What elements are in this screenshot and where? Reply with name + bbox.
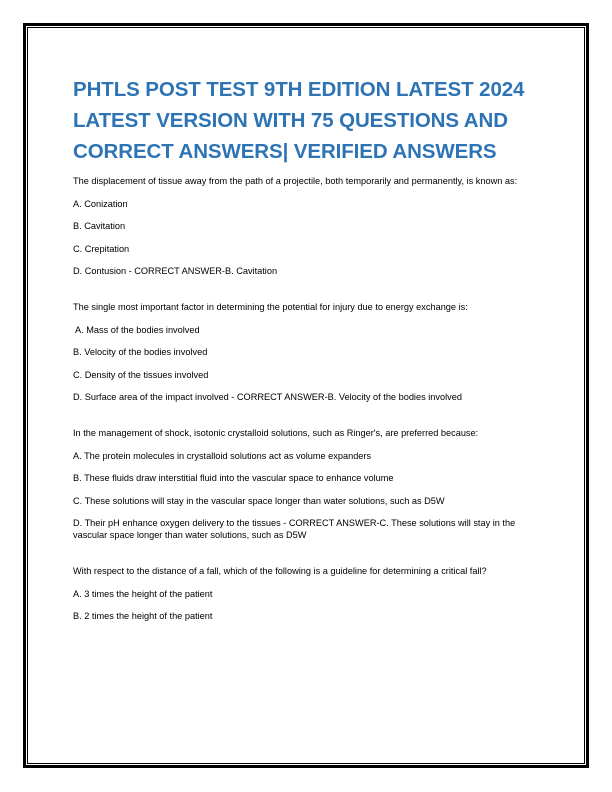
answer-option: B. These fluids draw interstitial fluid into the vascular space to enhance volume — [73, 473, 394, 483]
question-prompt: The single most important factor in determining the potential for injury due to energy exchange is: — [73, 302, 468, 312]
answer-option-with-correct-answer: D. Surface area of the impact involved - CORRECT ANSWER-B. Velocity of the bodies involved — [73, 392, 462, 402]
answer-option: A. Mass of the bodies involved — [75, 324, 200, 335]
answer-option: A. Conization — [73, 198, 128, 209]
answer-option: B. 2 times the height of the patient — [73, 611, 213, 621]
answer-option: C. Crepitation — [73, 243, 130, 254]
question-4 — [73, 565, 543, 622]
answer-option-with-correct-answer: D. Contusion - CORRECT ANSWER-B. Cavitation — [73, 266, 278, 276]
question-2 — [73, 301, 543, 403]
answer-option-with-correct-answer: D. Their pH enhance oxygen delivery to the tissues - CORRECT ANSWER-C. These solutions will stay in the vascular space longer than water solutions, such as D5W — [73, 518, 516, 540]
document-body — [73, 74, 543, 633]
question-1 — [73, 175, 543, 277]
answer-option: A. The protein molecules in crystalloid solutions act as volume expanders — [73, 450, 372, 461]
question-3 — [73, 427, 543, 541]
answer-option: B. Velocity of the bodies involved — [73, 347, 208, 357]
question-prompt: The displacement of tissue away from the path of a projectile, both temporarily and permanently, is known as: — [73, 176, 518, 186]
answer-option: C. Density of the tissues involved — [73, 369, 209, 380]
answer-option: B. Cavitation — [73, 221, 126, 231]
question-prompt: In the management of shock, isotonic crystalloid solutions, such as Ringer's, are preferred because: — [73, 428, 479, 438]
answer-option: A. 3 times the height of the patient — [73, 588, 213, 599]
answer-option: C. These solutions will stay in the vascular space longer than water solutions, such as D5W — [73, 495, 445, 506]
question-prompt: With respect to the distance of a fall, which of the following is a guideline for determining a critical fall? — [73, 566, 487, 576]
document-title: PHTLS POST TEST 9TH EDITION LATEST 2024 LATEST VERSION WITH 75 QUESTIONS AND CORRECT ANSWERS| VERIFIED ANSWERS — [73, 78, 525, 163]
